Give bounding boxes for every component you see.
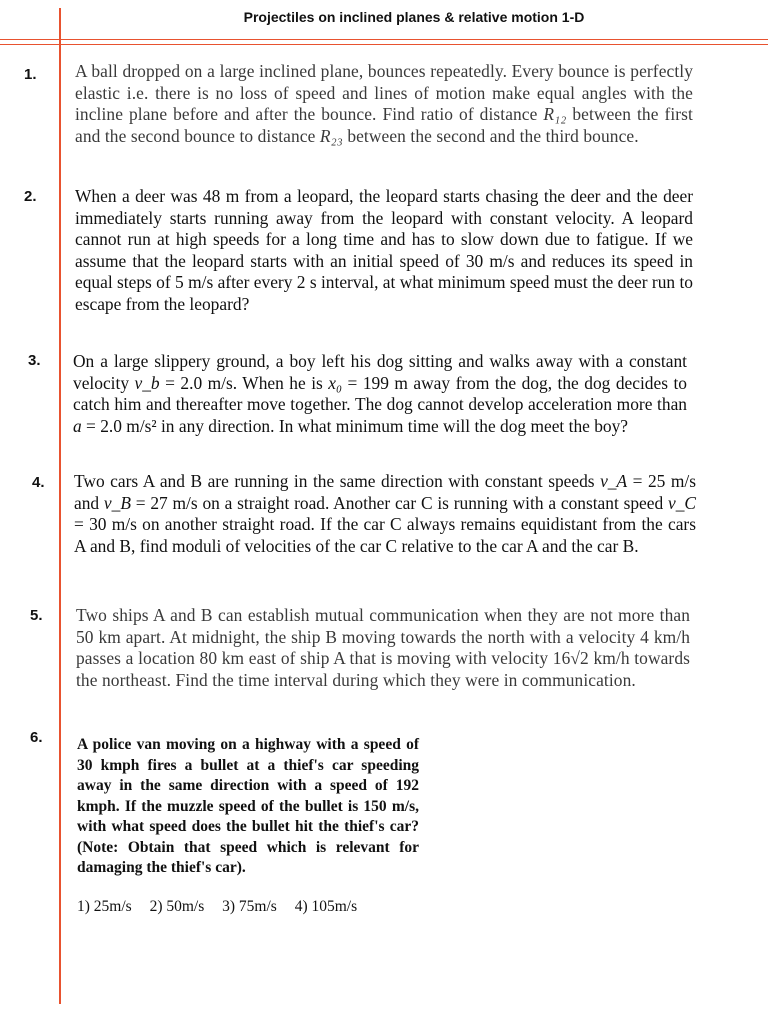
q1-var-r23: R₂₃ [319,125,343,146]
option-2[interactable]: 2) 50m/s [149,898,205,915]
option-3[interactable]: 3) 75m/s [222,898,277,915]
margin-rule [59,8,61,1004]
q4-var-vc: v_C [667,492,696,513]
q3-var-a: a [73,415,82,436]
q3-var-vb: v_b [134,372,160,393]
q1-text-c: between the first and the second bounce to distance [75,104,693,146]
header-rule-bottom [0,44,768,45]
option-4[interactable]: 4) 105m/s [294,898,358,915]
question-6-number: 6. [30,729,43,746]
q4-text-c: = 25 m/s and [74,471,696,513]
question-4-number: 4. [32,474,45,491]
question-6-options [77,898,371,916]
question-2-number: 2. [24,188,37,205]
q4-text-g: = 30 m/s on another straight road. If the car C always remains equidistant from the cars A and B, find moduli of velocities of the car C relative to the car A and the car B. [74,514,696,556]
question-3-number: 3. [28,352,41,369]
q3-var-x0: x₀ [328,372,343,393]
header-rule-top [0,39,768,40]
question-3-text [73,351,687,437]
q4-var-vb: v_B [103,492,131,513]
option-1[interactable]: 1) 25m/s [77,898,132,915]
question-4-text [74,471,696,557]
q3-text-e: = 199 m away from the dog, the dog decides to catch him and thereafter move together. The dog cannot develop acceleration more than [73,372,687,414]
q4-text-e: = 27 m/s on a straight road. Another car C is running with a constant speed [130,492,668,513]
q1-var-r12: R₁₂ [543,104,567,124]
question-1-number: 1. [24,66,37,83]
q4-text-a: Two cars A and B are running in the same direction with constant speeds [74,471,601,491]
page-title: Projectiles on inclined planes & relative motion 1-D [243,9,585,25]
question-5-number: 5. [30,607,43,624]
q1-text-a: A ball dropped on a large inclined plane, bounces repeatedly. Every bounce is perfectly elastic i.e. there is no loss of speed and lines of motion make equal angles with the incline plane before and after the bounce. Find ratio of distance [75,61,693,124]
q3-text-c: = 2.0 m/s. When he is [159,372,329,393]
q3-text-a: On a large slippery ground, a boy left his dog sitting and walks away with a constant velocity [73,351,687,393]
question-1-text [75,61,693,147]
q1-text-e: between the second and the third bounce. [342,125,639,146]
question-5-text: Two ships A and B can establish mutual communication when they are not more than 50 km apart. At midnight, the ship B moving towards the north with a velocity 4 km/h passes a location 80 km east of ship A that is moving with velocity 16√2 km/h towards the northeast. Find the time interval during which they were in communication. [76,605,690,690]
q3-text-g: = 2.0 m/s² in any direction. In what minimum time will the dog meet the boy? [81,415,629,436]
question-2-text: When a deer was 48 m from a leopard, the leopard starts chasing the deer and the deer immediately starts running away from the leopard with constant velocity. A leopard cannot run at high speeds for a long time and has to slow down due to fatigue. If we assume that the leopard starts with an initial speed of 30 m/s and reduces its speed in equal steps of 5 m/s after every 2 s interval, at what minimum speed must the deer run to escape from the leopard? [75,186,693,314]
question-6-text: A police van moving on a highway with a speed of 30 kmph fires a bullet at a thief's car speeding away in the same direction with a speed of 192 kmph. If the muzzle speed of the bullet is 150 m/s, with what speed does the bullet hit the thief's car? (Note: Obtain that speed which is relevant for damaging the thief's car). [77,736,419,876]
q4-var-va: v_A [600,471,628,491]
